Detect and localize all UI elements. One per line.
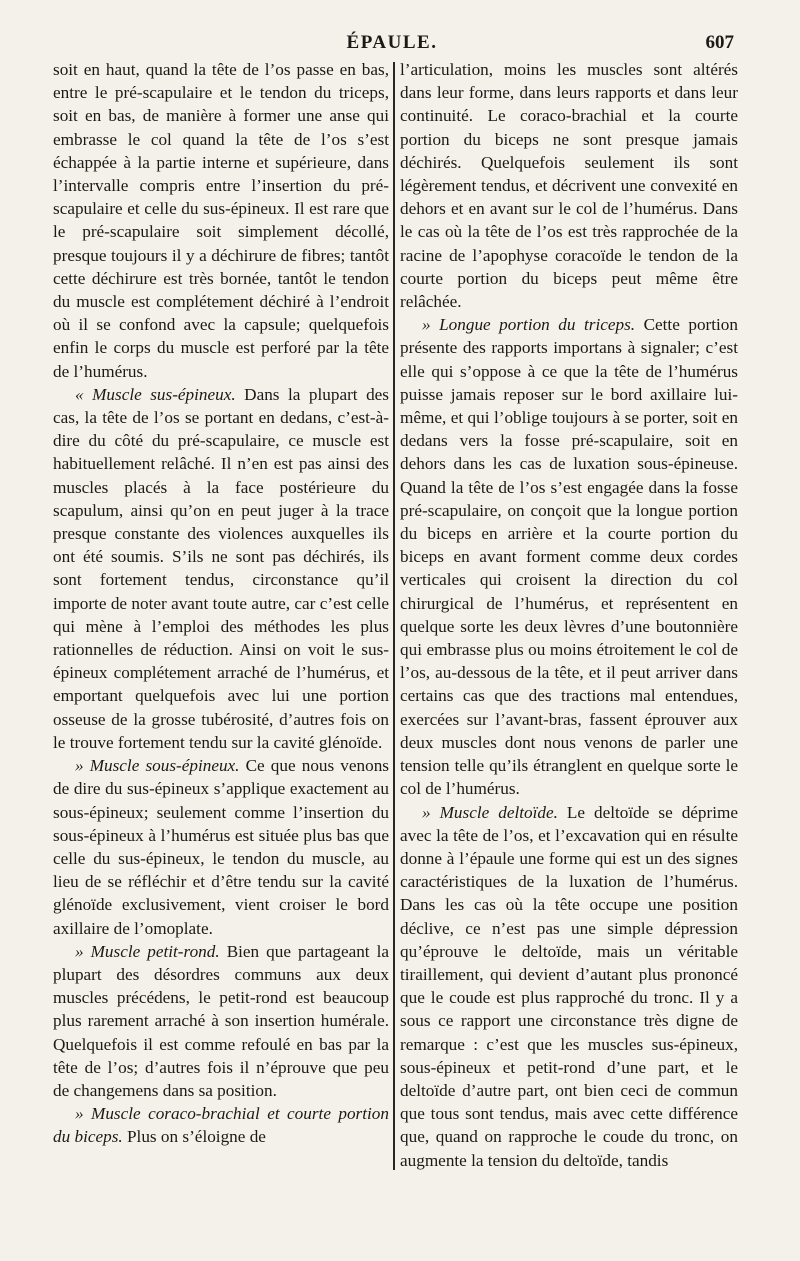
section-heading: » Longue portion du triceps. <box>422 315 636 335</box>
left-column <box>53 58 389 1149</box>
paragraph <box>53 1102 389 1148</box>
paragraph <box>53 383 389 754</box>
column-divider <box>393 62 395 1170</box>
section-heading: » Muscle coraco-brachial et courte portion du biceps. <box>53 1104 389 1147</box>
paragraph <box>53 754 389 940</box>
page-header <box>50 30 734 56</box>
right-column <box>400 58 738 1172</box>
paragraph <box>53 58 389 383</box>
section-heading: » Muscle sous-épineux. <box>75 756 240 776</box>
paragraph-text: Cette portion présente des rapports importans à signaler; c’est elle qui s’oppose à ce que la tête de l’humérus puisse jamais reposer sur le bord axillaire lui-même, et qui l’oblige toujours à se porter, soit en dedans vers la fosse pré-scapulaire, soit en dehors dans les cas de luxation sous-épineuse. Quand la tête de l’os s’est engagée dans la fosse pré-scapulaire, on conçoit que la longue portion du biceps en arrière et la courte portion du biceps en avant forment comme deux cordes verticales qui croisent la direction du col chirurgical de l’humérus, et représentent en quelque sorte les deux lèvres d’une boutonnière qui embrasse plus ou moins étroitement le col de l’os, au-dessous de la tête, et il peut arriver dans certains cas que des tractions mal entendues, exercées sur l’avant-bras, fassent éprouver aux deux muscles dont nous venons de parler une tension telle qu’ils étranglent en quelque sorte le col de l’humérus. <box>400 315 738 799</box>
page-number: 607 <box>705 32 734 53</box>
running-title: ÉPAULE. <box>346 32 438 53</box>
paragraph-text: l’articulation, moins les muscles sont altérés dans leur forme, dans leurs rapports et dans leur continuité. Le coraco-brachial et la courte portion du biceps ne sont presque jamais déchirés. Quelquefois seulement ils sont légèrement tendus, et décrivent une convexité en dehors et en avant sur le col de l’humérus. Dans le cas où la tête de l’os est très rapprochée de la racine de l’apophyse coracoïde le tendon de la courte portion du biceps peut même être relâchée. <box>400 60 738 312</box>
paragraph-text: Bien que partageant la plupart des désordres communs aux deux muscles précédens, le petit-rond est beaucoup plus rarement arraché à son insertion humérale. Quelquefois il est comme refoulé en bas par la tête de l’os; d’autres fois il n’éprouve que peu de changemens dans sa position. <box>53 941 389 1100</box>
paragraph <box>400 801 738 1172</box>
paragraph-text: Le deltoïde se déprime avec la tête de l’os, et l’excavation qui en résulte donne à l’épaule une forme qui est un des signes caractéristiques de la luxation de l’humérus. Dans les cas où la tête occupe une position déclive, ce n’est pas une simple dépression qu’éprouve le deltoïde, mais un véritable tiraillement, qui devient d’autant plus prononcé que le coude est plus rapproché du tronc. Il y a sous ce rapport une circonstance très digne de remarque : c’est que les muscles sus-épineux, sous-épineux et petit-rond d’une part, et le deltoïde d’autre part, ont bien ceci de commun que tous sont tendus, mais avec cette différence que, quand on rapproche le coude du tronc, on augmente la tension du deltoïde, tandis <box>400 802 739 1170</box>
paragraph-text: soit en haut, quand la tête de l’os passe en bas, entre le pré-scapulaire et le tendon du triceps, soit en bas, de manière à former une anse qui embrasse le col quand la tête de l’os s’est échappée à la partie interne et supérieure, dans l’intervalle compris entre l’insertion du pré-scapulaire et celle du sus-épineux. Il est rare que le pré-scapulaire soit simplement décollé, presque toujours il y a déchirure de fibres; tantôt cette déchirure est très bornée, tantôt le tendon du muscle est complétement déchiré à l’endroit où il se confond avec la capsule; quelquefois enfin le corps du muscle est perforé par la tête de l’humérus. <box>53 60 389 381</box>
paragraph-text: Ce que nous venons de dire du sus-épineux s’applique exactement au sous-épineux; seulement comme l’insertion du sous-épineux à l’humérus est située plus bas que celle du sus-épineux, le tendon du muscle, au lieu de se réfléchir et d’être tendu sur la cavité glénoïde exclusivement, vient croiser le bord axillaire de l’omoplate. <box>53 756 389 938</box>
section-heading: » Muscle petit-rond. <box>75 941 220 961</box>
paragraph <box>53 940 389 1102</box>
paragraph <box>400 313 738 800</box>
section-heading: « Muscle sus-épineux. <box>75 384 236 404</box>
paragraph <box>400 58 738 313</box>
section-heading: » Muscle deltoïde. <box>422 802 558 822</box>
paragraph-text: Dans la plupart des cas, la tête de l’os se portant en dedans, c’est-à-dire du côté du pré-scapulaire, ce muscle est habituellement relâché. Il n’en est pas ainsi des muscles placés à la face postérieure du scapulum, ainsi qu’on en peut juger à la trace presque constante des violences auxquelles ils ont été soumis. S’ils ne sont pas déchirés, ils sont fortement tendus, circonstance qu’il importe de noter avant toute autre, car c’est celle qui mène à l’emploi des méthodes les plus rationnelles de réduction. Ainsi on voit le sus-épineux complétement arraché de l’humérus, et emportant quelquefois avec lui une portion osseuse de la grosse tubérosité, d’autres fois on le trouve fortement tendu sur la cavité glénoïde. <box>53 384 389 752</box>
paragraph-text: Plus on s’éloigne de <box>122 1127 266 1147</box>
